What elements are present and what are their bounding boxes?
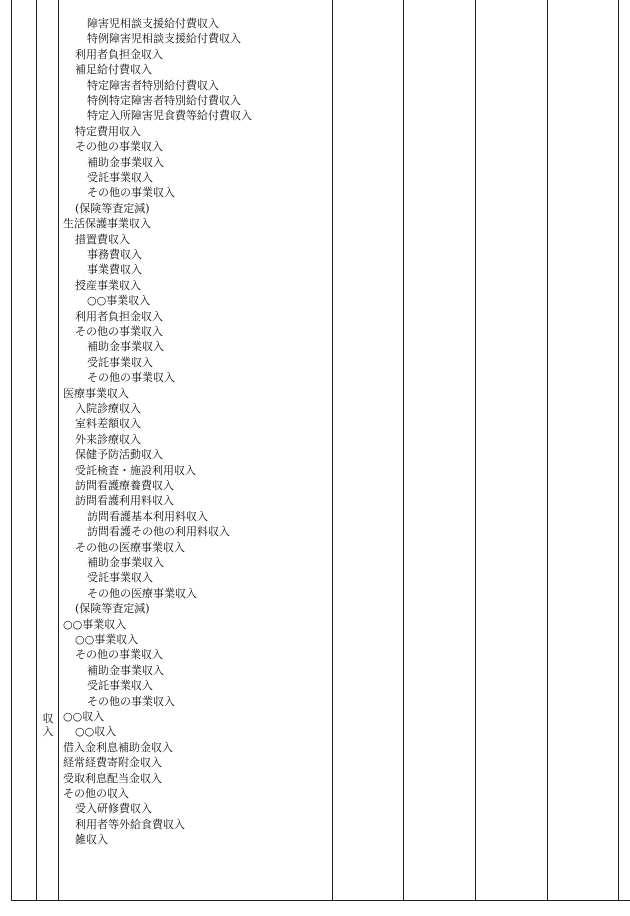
account-item-row: その他の事業収入 <box>87 371 175 385</box>
account-item-row: 利用者等外給食費収入 <box>75 817 185 831</box>
account-item-row: その他の医療事業収入 <box>87 586 197 600</box>
account-item-row: 保健予防活動収入 <box>75 448 163 462</box>
account-item-row: 補助金事業収入 <box>87 340 164 354</box>
account-item-row: 利用者負担金収入 <box>75 309 163 323</box>
account-item-row: ○○事業収入 <box>63 617 127 631</box>
account-item-row: 受託事業収入 <box>87 679 153 693</box>
account-item-row: 補助金事業収入 <box>87 663 164 677</box>
account-item-row: 特定費用収入 <box>75 124 141 138</box>
account-item-row: 室料差額収入 <box>75 417 141 431</box>
account-item-row: その他の事業収入 <box>75 325 163 338</box>
account-item-row: (保険等査定減) <box>75 602 150 616</box>
account-item-row: 入院診療収入 <box>75 402 141 415</box>
account-item-row: 特例障害児相談支援給付費収入 <box>87 32 241 46</box>
account-item-row: 訪問看護基本利用料収入 <box>87 509 208 523</box>
account-item-row: 事業費収入 <box>87 263 142 277</box>
account-item-row: 訪問看護利用料収入 <box>75 494 174 508</box>
table-divider-1 <box>36 0 37 900</box>
account-item-row: その他の事業収入 <box>87 694 175 708</box>
account-item-row: (保険等査定減) <box>75 201 150 215</box>
account-item-row: 利用者負担金収入 <box>75 47 163 61</box>
account-item-row: 障害児相談支援給付費収入 <box>87 17 219 30</box>
account-item-row: 補足給付費収入 <box>75 63 152 77</box>
account-item-row: 受託事業収入 <box>87 571 153 585</box>
account-item-row: その他の収入 <box>63 787 129 800</box>
account-item-row: 受託検査・施設利用収入 <box>75 463 196 477</box>
account-item-row: その他の医療事業収入 <box>75 540 185 554</box>
account-item-row: 授産事業収入 <box>75 278 141 292</box>
table-divider-3 <box>332 0 333 900</box>
section-label-char: 入 <box>42 725 54 738</box>
account-item-row: 借入金利息補助金収入 <box>63 740 173 754</box>
account-item-row: その他の事業収入 <box>87 186 175 200</box>
account-item-row: ○○事業収入 <box>87 294 151 308</box>
account-item-row: 受取利息配当金収入 <box>63 771 162 785</box>
table-divider-4 <box>403 0 404 900</box>
account-item-row: 補助金事業収入 <box>87 155 164 169</box>
account-item-row: 訪問看護その他の利用料収入 <box>87 525 230 539</box>
section-label-char: 収 <box>42 712 54 725</box>
account-item-row: ○○事業収入 <box>75 633 139 646</box>
account-item-row: 事務費収入 <box>87 248 142 261</box>
account-item-row: 受託事業収入 <box>87 171 153 184</box>
account-item-row: 受入研修費収入 <box>75 802 152 816</box>
table-border-left <box>11 0 12 900</box>
account-item-row: 措置費収入 <box>75 232 130 246</box>
account-item-row: 特定入所障害児食費等給付費収入 <box>87 109 252 123</box>
account-item-row: ○○収入 <box>75 725 117 739</box>
account-item-row: 外来診療収入 <box>75 432 141 446</box>
table-divider-2 <box>58 0 59 900</box>
section-label-income <box>39 712 57 738</box>
account-item-row: その他の事業収入 <box>75 648 163 662</box>
account-item-row: 訪問看護療養費収入 <box>75 479 174 492</box>
account-item-row: ○○収入 <box>63 710 105 723</box>
table-divider-6 <box>547 0 548 900</box>
account-item-row: 生活保護事業収入 <box>63 217 151 231</box>
account-item-row: 特定障害者特別給付費収入 <box>87 78 219 92</box>
table-divider-5 <box>475 0 476 900</box>
account-item-row: 医療事業収入 <box>63 386 129 400</box>
table-border-bottom <box>11 900 630 901</box>
account-item-row: 特例特定障害者特別給付費収入 <box>87 94 241 107</box>
account-item-row: 経常経費寄附金収入 <box>63 756 162 770</box>
account-item-row: 雑収入 <box>75 833 108 847</box>
table-border-right <box>618 0 619 900</box>
account-item-row: 受託事業収入 <box>87 355 153 369</box>
account-item-row: 補助金事業収入 <box>87 556 164 569</box>
account-item-row: その他の事業収入 <box>75 140 163 154</box>
